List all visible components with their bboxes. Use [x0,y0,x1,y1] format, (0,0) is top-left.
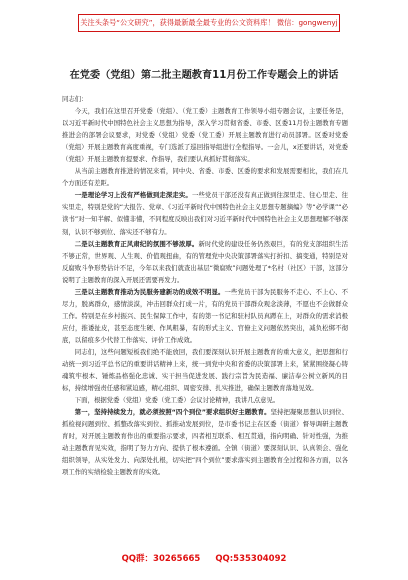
paragraph-text: 一些党员干部为民服务不走心、不上心、不尽力，脱离群众，感情淡漠，冲击回群众打成一片，有的党员干部群众观念淡薄，不愿也不会做群众工作。特别是在乡村振兴、民生保障工作中，有的第一书记和驻村队员真蹲在上，对群众的需求消极应付，推诿扯皮，甚至态度生硬、作风粗暴，有的形式主义、官僚主义问题依然突出，减负松绑不彻底，以留痕多少代替工作落实、评价工作成效。 [62,287,349,344]
paragraph-lead: 二是以主题教育正风肃纪的氛围不够浓厚。 [74,239,199,248]
paragraph [62,394,348,406]
paragraph-text: 同志们，这些问题短板我们绝不能放回，我们要深刻认识开展主题教育的重大意义，把思想和行动统一到习近平总书记的重要讲话精神上来，统一到党中央和省委的决策部署上来，紧紧围绕凝心铸魂筑牢根本、锤炼品格强化忠诚、实干担当促进发展、践行宗旨为民造福、廉洁奉公树立新风的目标，持续增强责任感和紧迫感，精心组织、周密安排、扎实推进，确保主题教育落地见效。 [62,347,348,393]
paragraph-text: 新时代党的建设任务仍然艰巨，有的党支部组织生活不够正常，世界观、人生观、价值观扭曲，有的管理党中央决策部署落实打折扣、搞变通，特别是对反腐败斗争形势估计不足，今年以来我们就查出基层“微腐败”问题处理了*名村（社区）干部，这部分说明了主题教育的深入开展还需要再发力。 [62,239,349,284]
paragraph [62,286,348,346]
contact-footer [0,552,408,564]
paragraph-lead: 三是以主题教育推动为民服务建新功的成效不明显。 [74,287,225,296]
paragraph-lead: 一是理论学习上没有严格做到走深走实。 [74,191,192,200]
paragraph-text: 一些党员干部还没有真正做到往深里走、往心里走、往实里走，特别是党的“大报告、党章、《习近平新时代中国特色社会主义思想专题摘编》等“必学课”“必读书”对一知半解、似懂非懂，不同程度反映出我们对习近平新时代中国特色社会主义思想理解不够深刻，认识不够到位、落实还不够有力。 [62,191,349,236]
paragraph-lead: 第一，坚持持续发力，就必须按照“四个到位”要求组织好主题教育。 [74,408,271,417]
paragraph [62,238,348,286]
paragraph [62,165,348,189]
paragraph [62,189,348,237]
paragraph-text: 坚持把凝聚思想认识到位、抓检视问题到位、抓整改落实到位、抓推动发展到位，是市委书记主在区委（街道）督导调研主题教育时，对开展主题教育作出的重要指示要求，四者相互联系、相互贯通，指向明确、针对性强，为推动主题教育见实效，指明了努力方向、提供了根本遵循。全镇（街道）要深刻认识、认真领会、强化组织领导，从实处发力、向深处扎根，切实把“四个到位”要求落实到主题教育全过程和各方面，以各项工作的实绩检验主题教育的实效。 [62,408,348,477]
greeting: 同志们： [62,95,88,103]
document-title: 在党委（党组）第二批主题教育11月份工作专题会上的讲话 [69,70,339,81]
paragraph [62,105,348,165]
paragraph-text: 从当前主题教育推进的情况来看，同中央、省委、市委、区委的要求和发展需要相比，我们在几个方面还有差距。 [62,167,348,188]
document-body [62,93,348,479]
wechat-promo-banner: 关注头条号“公文研究”，获得最新最全最专业的公文资料库！ 微信：gongwenyj [78,14,340,32]
qq-group-number: QQ群：30265665 [121,554,201,564]
paragraph-text: 下面，根据党委（党组）党委（党工委）会议讨论精神，我讲几点意见。 [74,396,280,405]
paragraph [62,346,348,394]
paragraph-text: 今天，我们在这里召开党委（党组）、（党工委）主题教育工作领导小组专题会议，主要任务是，以习近平新时代中国特色社会主义思想为指导，深入学习贯彻省委、市委、区委11月份主题教育专题推进会的部署会议要求，对党委（党组）党委（党工委）开展主题教育进行动员部署。区委对党委（党组）开展主题教育高度重视，专门选派了巡回指导组进行全程指导。一会儿，x还要讲话，对党委（党组）开展主题教育提要求、作指导，我们要认真抓好贯彻落实。 [62,107,348,164]
paragraph [62,406,348,478]
qq-number: QQ:535304092 [215,554,287,564]
